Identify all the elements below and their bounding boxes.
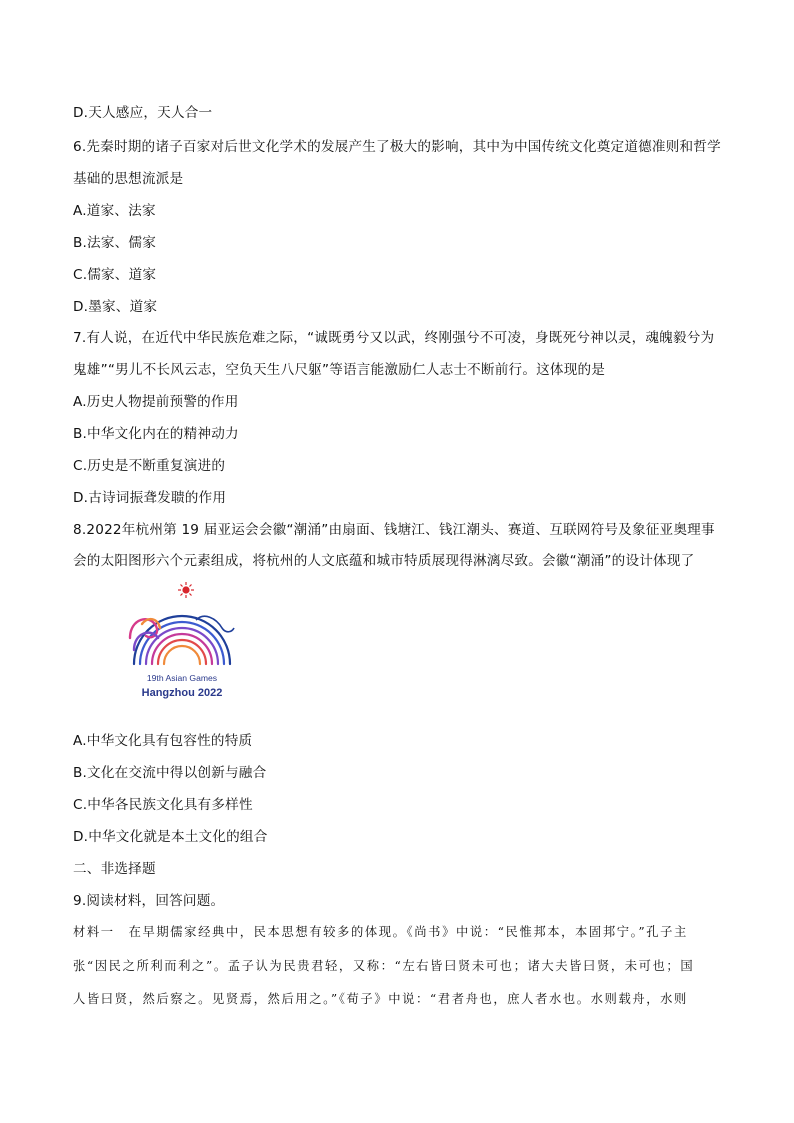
q8-stem-line2: 会的太阳图形六个元素组成，将杭州的人文底蕴和城市特质展现得淋漓尽致。会徽“潮涌”的设计体现了 (73, 553, 695, 569)
q6-stem-line2: 基础的思想流派是 (73, 171, 184, 187)
sun-icon (178, 582, 194, 598)
q8-option-a: A.中华文化具有包容性的特质 (73, 733, 253, 749)
q8-option-c: C.中华各民族文化具有多样性 (73, 797, 253, 813)
q8-option-b: B.文化在交流中得以创新与融合 (73, 765, 267, 781)
logo-line1: 19th Asian Games (146, 673, 218, 683)
q8-stem-line1: 8.2022年杭州第 19 届亚运会会徽“潮涌”由扇面、钱塘江、钱江潮头、赛道、互联网符号及象征亚奥理事 (73, 522, 715, 538)
q7-stem-line1: 7.有人说，在近代中华民族危难之际，“诚既勇兮又以武，终刚强兮不可凌，身既死兮神以灵，魂魄毅兮为 (73, 330, 715, 346)
q9-material-line1: 材料一 在早期儒家经典中，民本思想有较多的体现。《尚书》中说：“民惟邦本，本固邦宁。”孔子主 (73, 925, 688, 939)
section-title: 二、非选择题 (73, 861, 156, 877)
q6-option-c: C.儒家、道家 (73, 267, 157, 283)
q7-option-d: D.古诗词振聋发聩的作用 (73, 490, 227, 506)
q6-option-a: A.道家、法家 (73, 203, 156, 219)
logo-line2: Hangzhou 2022 (141, 687, 223, 699)
q8-option-d: D.中华文化就是本土文化的组合 (73, 829, 268, 845)
q5-option-d: D.天人感应，天人合一 (73, 105, 213, 121)
q9-material-line2: 张“因民之所利而利之”。孟子认为民贵君轻，又称：“左右皆曰贤未可也；诸大夫皆曰贤，未可也；国 (73, 959, 695, 973)
q7-option-a: A.历史人物提前预警的作用 (73, 394, 239, 410)
fan-arcs-graphic (134, 616, 230, 664)
q6-option-b: B.法家、儒家 (73, 235, 157, 251)
q7-option-c: C.历史是不断重复演进的 (73, 458, 226, 474)
q7-stem-line2: 鬼雄”“男儿不长风云志，空负天生八尺躯”等语言能激励仁人志士不断前行。这体现的是 (73, 362, 606, 378)
q9-material-line3: 人皆曰贤，然后察之。见贤焉，然后用之。”《荀子》中说：“君者舟也，庶人者水也。水则载舟，水则 (73, 992, 688, 1006)
asian-games-logo (112, 578, 252, 708)
q7-option-b: B.中华文化内在的精神动力 (73, 426, 239, 442)
q6-stem-line1: 6.先秦时期的诸子百家对后世文化学术的发展产生了极大的影响，其中为中国传统文化奠定道德准则和哲学 (73, 139, 721, 155)
q9-stem: 9.阅读材料，回答问题。 (73, 893, 225, 909)
q6-option-d: D.墨家、道家 (73, 299, 158, 315)
